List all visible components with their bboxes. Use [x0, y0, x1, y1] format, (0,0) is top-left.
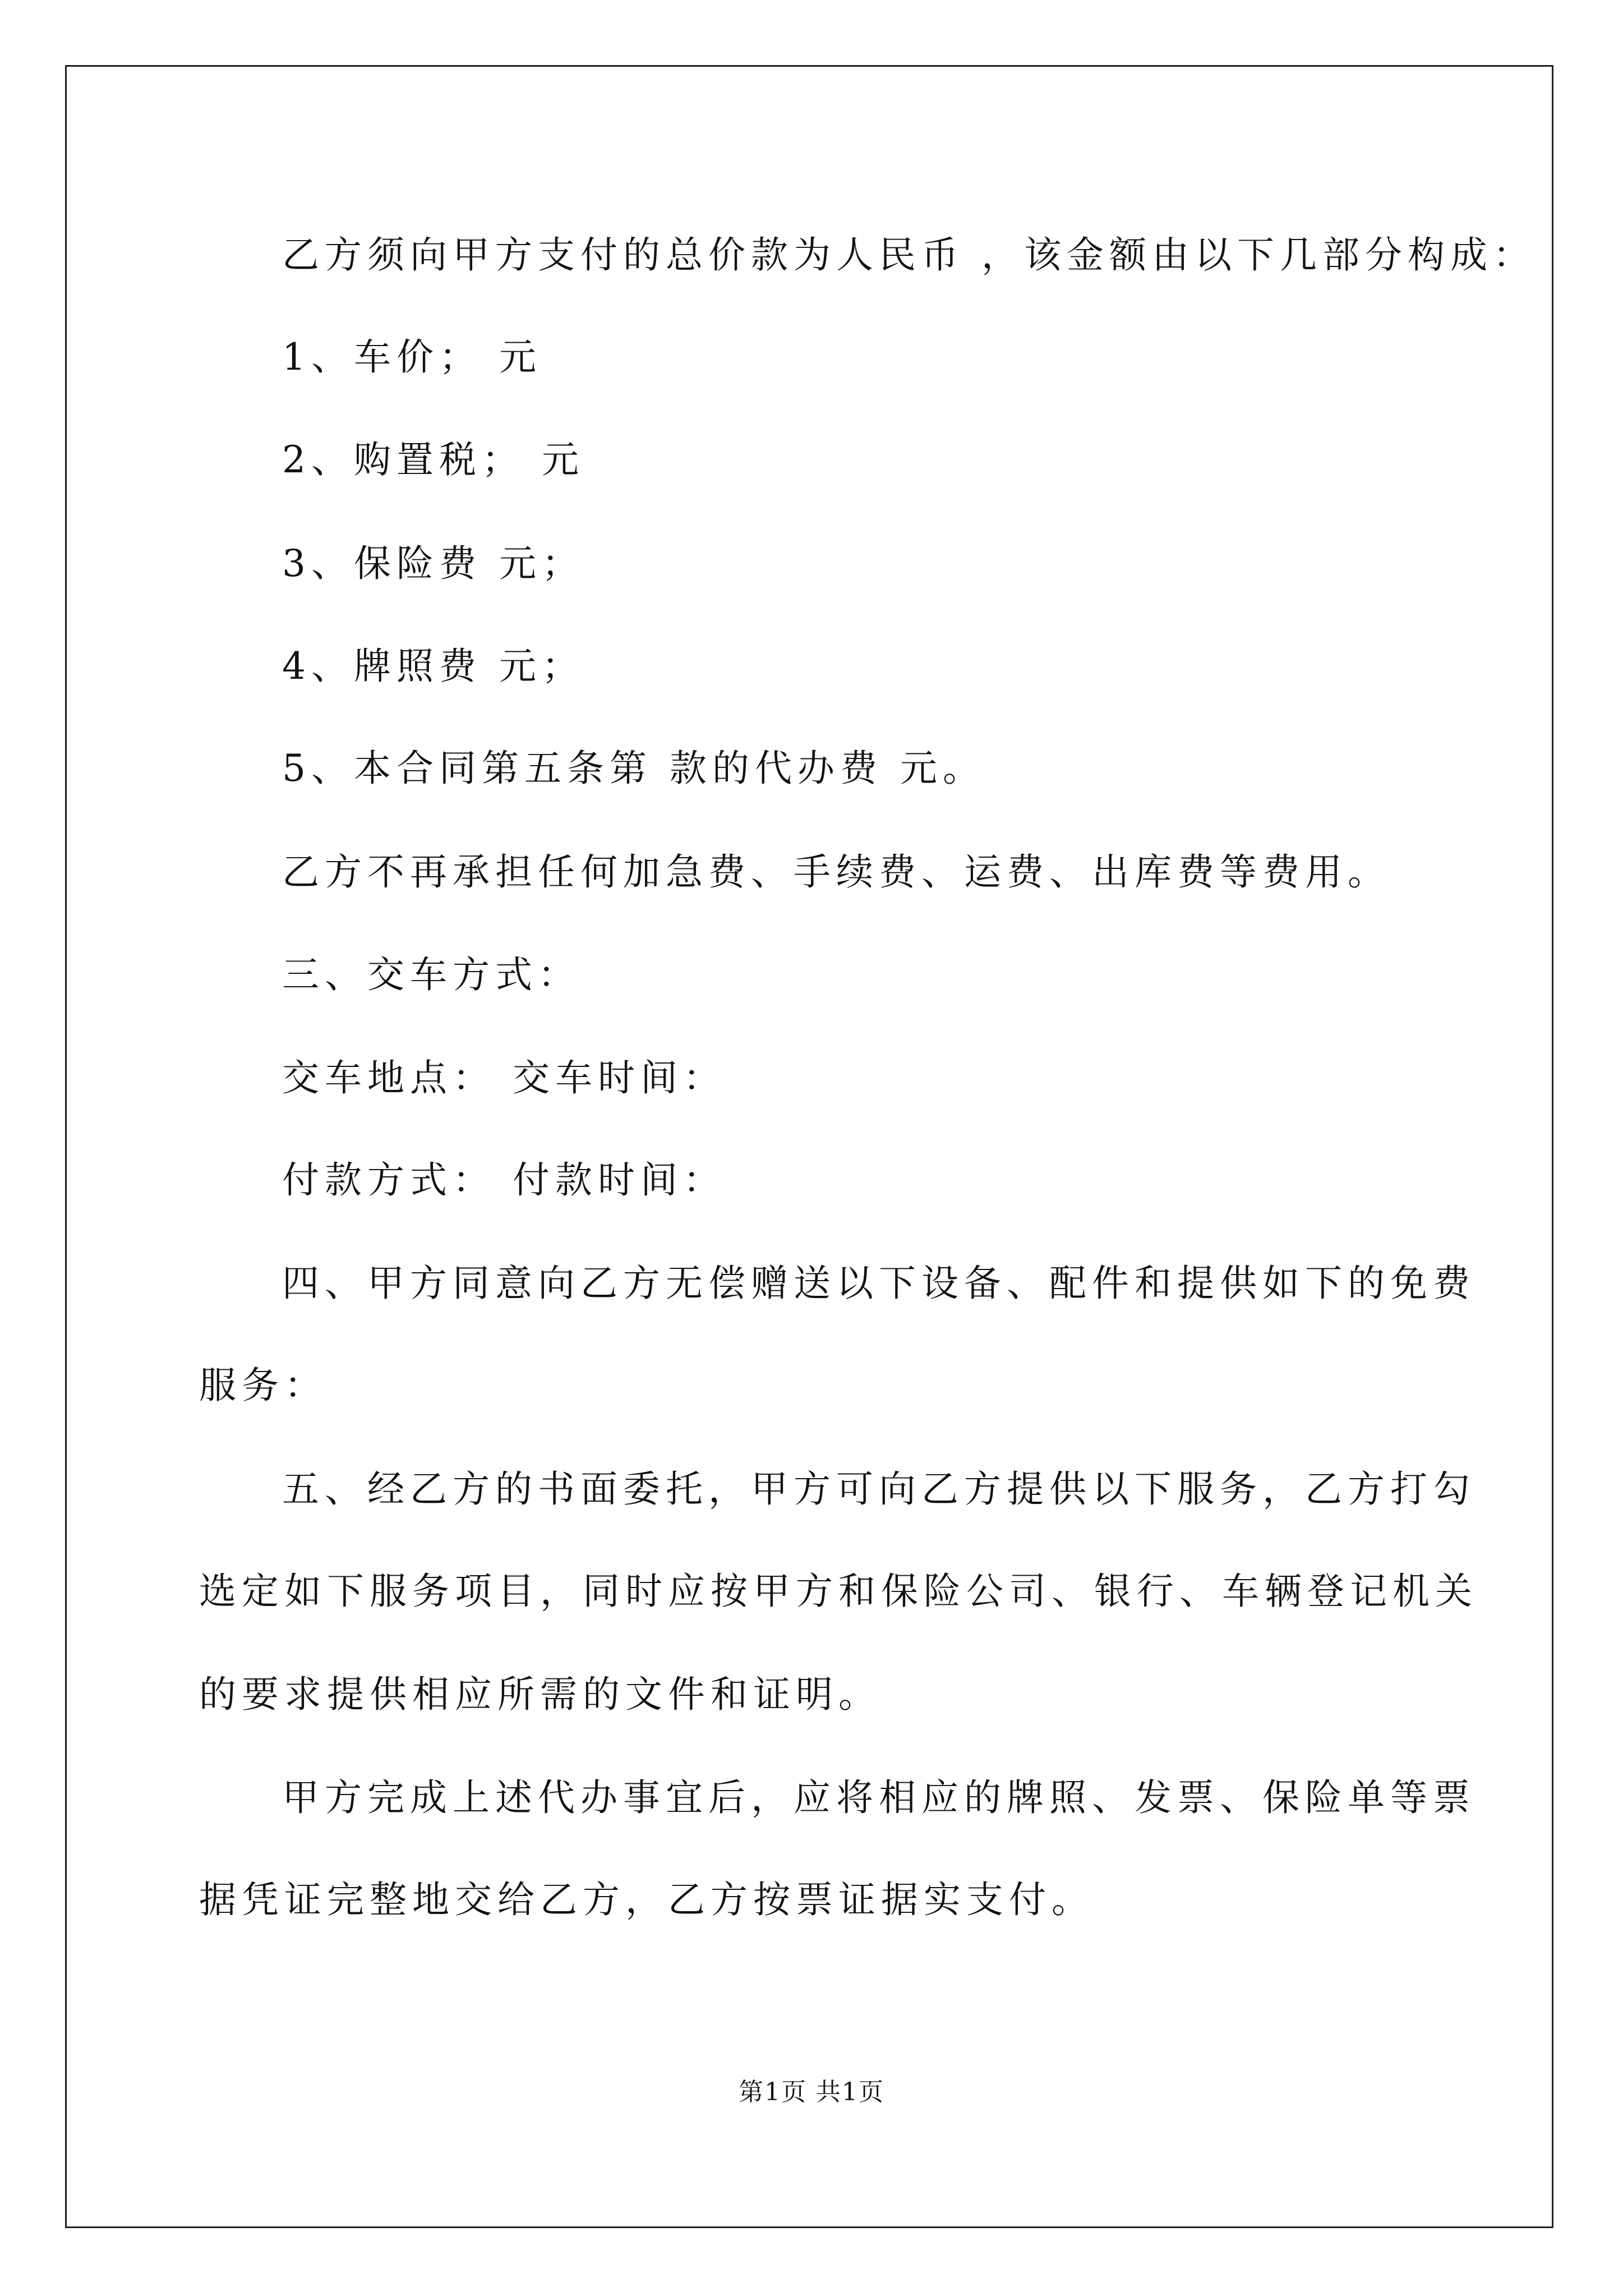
section-four-line-2: 服务：	[199, 1364, 327, 1407]
payment-method-time: 付款方式： 付款时间：	[282, 1158, 726, 1202]
paragraph-no-extra-fees: 乙方不再承担任何加急费、手续费、运费、出库费等费用。	[282, 850, 1390, 894]
section-five-line-1: 五、经乙方的书面委托，甲方可向乙方提供以下服务，乙方打勾	[282, 1467, 1476, 1511]
page-number-footer: 第1页 共1页	[739, 2078, 884, 2106]
section-four-line-1: 四、甲方同意向乙方无偿赠送以下设备、配件和提供如下的免费	[282, 1262, 1476, 1305]
paragraph-completion-line-2: 据凭证完整地交给乙方，乙方按票证据实支付。	[199, 1878, 1094, 1921]
paragraph-total-price: 乙方须向甲方支付的总价款为人民币 ，该金额由以下几部分构成：	[282, 233, 1536, 277]
section-five-line-2: 选定如下服务项目，同时应按甲方和保险公司、银行、车辆登记机关	[199, 1570, 1478, 1613]
paragraph-completion-line-1: 甲方完成上述代办事宜后，应将相应的牌照、发票、保险单等票	[282, 1776, 1476, 1819]
item-insurance-fee: 3、保险费 元；	[282, 542, 584, 585]
item-agency-fee: 5、本合同第五条第 款的代办费 元。	[282, 747, 985, 790]
item-purchase-tax: 2、购置税； 元	[282, 438, 584, 481]
delivery-place-time: 交车地点： 交车时间：	[282, 1056, 726, 1099]
section-heading-delivery: 三、交车方式：	[282, 953, 580, 996]
item-car-price: 1、车价； 元	[282, 335, 542, 379]
section-five-line-3: 的要求提供相应所需的文件和证明。	[199, 1673, 881, 1716]
item-license-fee: 4、牌照费 元；	[282, 645, 584, 688]
